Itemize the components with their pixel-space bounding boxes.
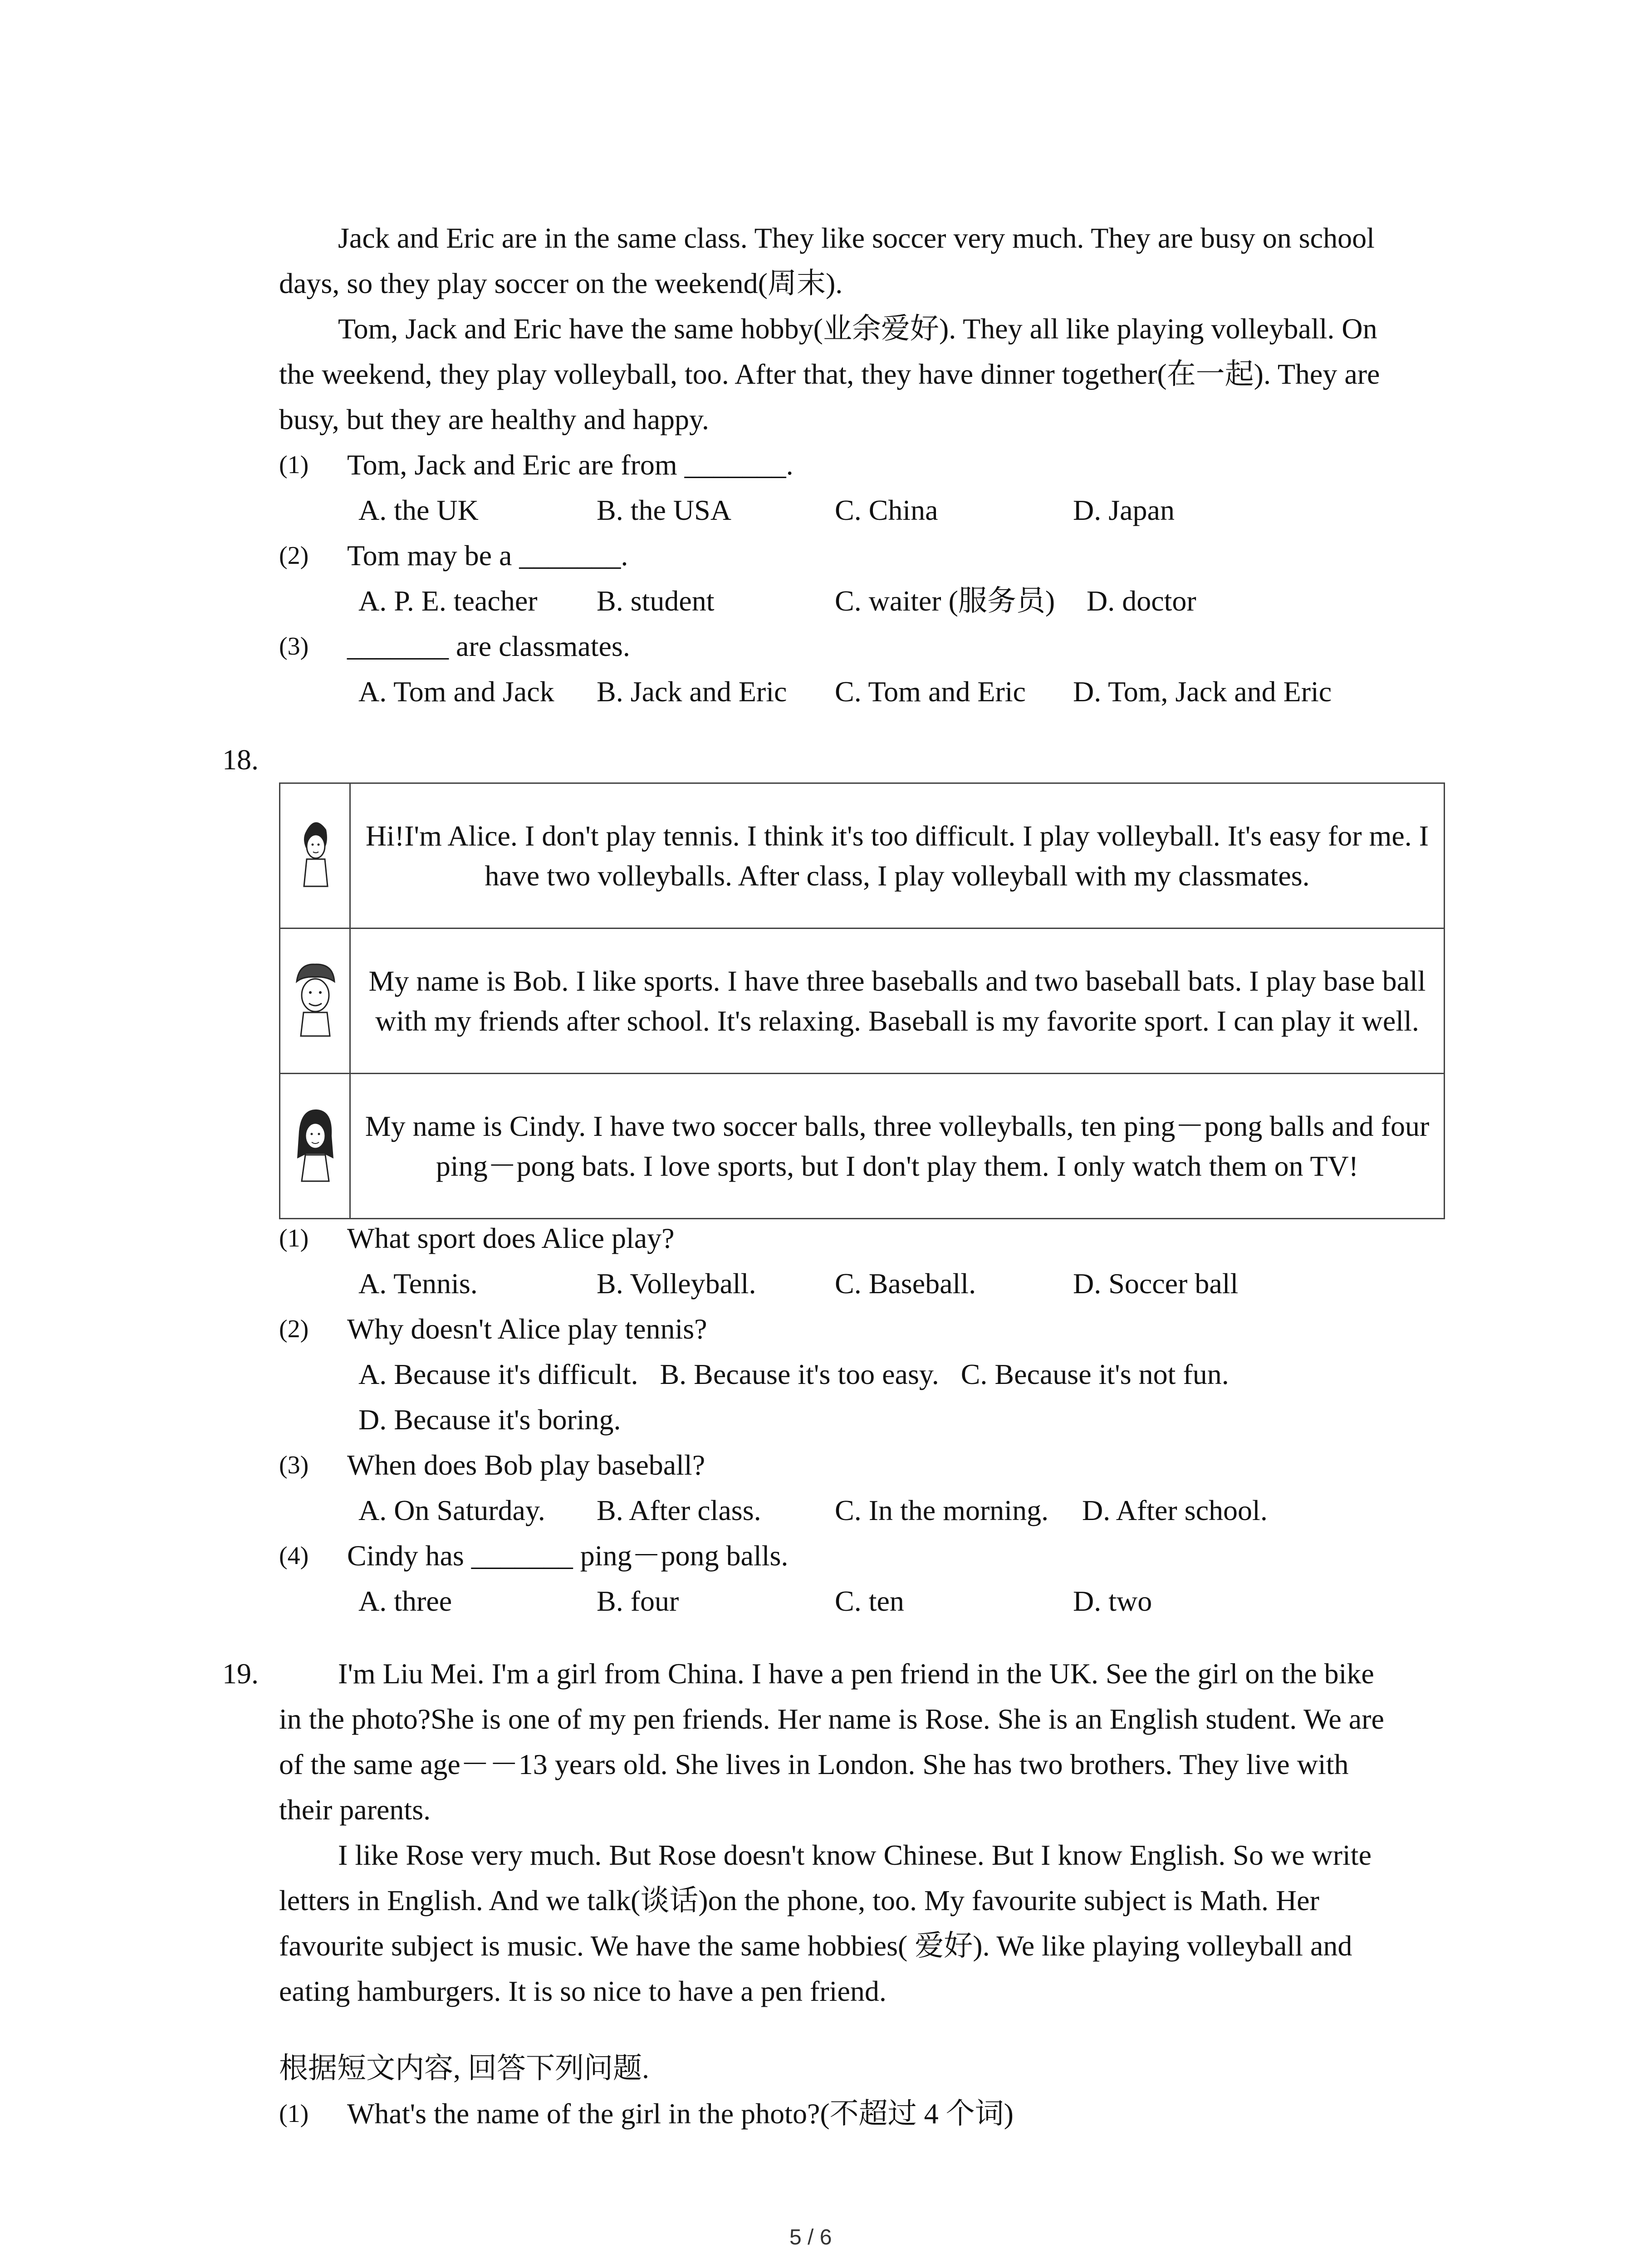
passage-line: in the photo?She is one of my pen friends. Her name is Rose. She is an English student. We are: [279, 1703, 1384, 1735]
passage-line: days, so they play soccer on the weekend(周末).: [279, 267, 843, 299]
page-number: 5 / 6: [789, 2225, 832, 2249]
profile-text-cindy: My name is Cindy. I have two soccer balls, three volleyballs, ten ping－pong balls and four ping－pong bats. I love sports, but I don't play them. I only watch them on TV!: [350, 1074, 1445, 1219]
passage-line: busy, but they are healthy and happy.: [279, 403, 709, 435]
question-number: (1): [279, 1224, 309, 1252]
option: D. Soccer ball: [1073, 1267, 1239, 1300]
option: B. After class.: [597, 1494, 761, 1526]
question-number: (3): [279, 1451, 309, 1479]
question-text: What's the name of the girl in the photo?(不超过 4 个词): [347, 2097, 1014, 2130]
passage-line: I like Rose very much. But Rose doesn't know Chinese. But I know English. So we write: [338, 1839, 1372, 1871]
option: D. two: [1073, 1585, 1152, 1617]
question-number: (2): [279, 542, 309, 570]
option: C. Tom and Eric: [835, 675, 1026, 708]
option-row: [0, 578, 1641, 624]
option: A. the UK: [358, 494, 479, 526]
question-text: Cindy has _______ ping－pong balls.: [347, 1540, 789, 1572]
profile-text-alice: Hi!I'm Alice. I don't play tennis. I think it's too difficult. I play volleyball. It's easy for me. I have two volleyballs. After class, I play volleyball with my classmates.: [350, 783, 1445, 929]
question-number-19: 19.: [222, 1657, 259, 1690]
question-number: (3): [279, 632, 309, 660]
option: B. the USA: [597, 494, 731, 526]
question-number: (1): [279, 2100, 309, 2128]
instruction-text: 根据短文内容, 回答下列问题.: [279, 2052, 649, 2084]
question-text: Why doesn't Alice play tennis?: [347, 1313, 707, 1345]
passage-line: favourite subject is music. We have the same hobbies( 爱好). We like playing volleyball and: [279, 1930, 1352, 1962]
question-text: What sport does Alice play?: [347, 1222, 675, 1254]
boy-avatar-icon: [280, 929, 350, 1074]
option: C. In the morning.: [835, 1494, 1049, 1526]
passage-line: Tom, Jack and Eric have the same hobby(业余爱好). They all like playing volleyball. On: [338, 313, 1377, 345]
option: D. doctor: [1087, 585, 1196, 617]
option-row: [0, 1488, 1641, 1533]
profile-text-bob: My name is Bob. I like sports. I have three baseballs and two baseball bats. I play base ball with my friends after school. It's relaxing. Baseball is my favorite sport. I can play it well.: [350, 929, 1445, 1074]
option: B. Jack and Eric: [597, 675, 787, 708]
girl-avatar-icon: [280, 783, 350, 929]
profile-row: [280, 1074, 1445, 1219]
option-row: [0, 1579, 1641, 1624]
option: D. Because it's boring.: [358, 1403, 621, 1436]
option: C. China: [835, 494, 938, 526]
passage-line: the weekend, they play volleyball, too. After that, they have dinner together(在一起). They are: [279, 358, 1380, 390]
question-text: _______ are classmates.: [347, 630, 630, 662]
passage-line: of the same age－－13 years old. She lives in London. She has two brothers. They live with: [279, 1748, 1349, 1780]
option: D. Japan: [1073, 494, 1175, 526]
option: A. On Saturday.: [358, 1494, 545, 1526]
profile-row: [280, 929, 1445, 1074]
question-number: (1): [279, 451, 309, 479]
question-number: (2): [279, 1315, 309, 1343]
option: C. waiter (服务员): [835, 585, 1055, 617]
question-text: Tom may be a _______.: [347, 539, 628, 572]
option: A. Tennis.: [358, 1267, 478, 1300]
option: B. Volleyball.: [597, 1267, 756, 1300]
question-text: When does Bob play baseball?: [347, 1449, 705, 1481]
option-row: [0, 669, 1641, 714]
option-row: A. Because it's difficult. B. Because it's too easy. C. Because it's not fun.: [358, 1358, 1229, 1390]
passage-line: eating hamburgers. It is so nice to have a pen friend.: [279, 1975, 887, 2007]
option: D. Tom, Jack and Eric: [1073, 675, 1332, 708]
option-row: [0, 1261, 1641, 1306]
profile-row: [280, 783, 1445, 929]
option-row: [0, 488, 1641, 533]
question-number: (4): [279, 1542, 309, 1570]
passage-line: letters in English. And we talk(谈话)on the phone, too. My favourite subject is Math. Her: [279, 1884, 1319, 1916]
option: B. four: [597, 1585, 679, 1617]
profile-table: [279, 782, 1445, 1219]
option: C. Baseball.: [835, 1267, 976, 1300]
passage-line: I'm Liu Mei. I'm a girl from China. I have a pen friend in the UK. See the girl on the bike: [338, 1657, 1374, 1690]
girl-avatar-icon: [280, 1074, 350, 1219]
option: D. After school.: [1082, 1494, 1268, 1526]
question-number-18: 18.: [222, 743, 259, 776]
option: A. three: [358, 1585, 452, 1617]
option: C. ten: [835, 1585, 904, 1617]
passage-line: Jack and Eric are in the same class. They like soccer very much. They are busy on school: [338, 222, 1375, 254]
question-text: Tom, Jack and Eric are from _______.: [347, 449, 794, 481]
option: A. P. E. teacher: [358, 585, 538, 617]
passage-line: their parents.: [279, 1794, 431, 1826]
option: A. Tom and Jack: [358, 675, 554, 708]
option: B. student: [597, 585, 715, 617]
